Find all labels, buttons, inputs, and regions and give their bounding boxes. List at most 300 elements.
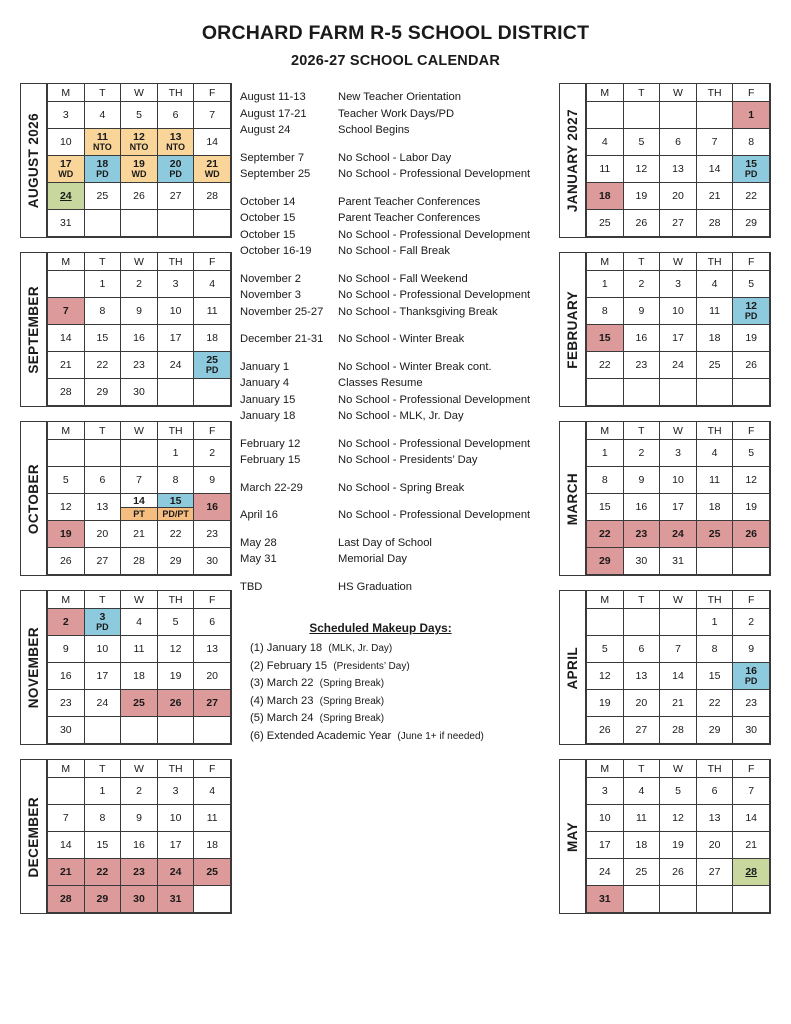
day-number: 1: [99, 784, 106, 797]
day-cell-february-22[interactable]: [587, 352, 624, 379]
day-event-tag: PT: [121, 507, 157, 521]
day-cell-january-2027-27[interactable]: [660, 210, 697, 237]
day-cell-april-2[interactable]: [733, 609, 770, 636]
weekday-header-w: W: [121, 253, 158, 271]
day-cell-december-10[interactable]: [157, 805, 194, 832]
day-cell-january-2027-15[interactable]: [733, 156, 770, 183]
day-cell-january-2027-21[interactable]: [696, 183, 733, 210]
legend-row: [240, 375, 551, 392]
makeup-day-label: (1) January 18: [250, 642, 323, 655]
day-cell-inner: [158, 636, 194, 662]
legend-description: No School - Professional Development: [338, 509, 531, 522]
day-cell-december-4[interactable]: [194, 778, 231, 805]
day-cell-april-29[interactable]: [696, 717, 733, 744]
legend-description: No School - Labor Day: [338, 151, 452, 164]
day-cell-february-26[interactable]: [733, 352, 770, 379]
day-cell-october-27[interactable]: [84, 548, 121, 575]
day-cell-april-14[interactable]: [660, 663, 697, 690]
day-cell-october-20[interactable]: [84, 521, 121, 548]
day-cell-march-26[interactable]: [733, 521, 770, 548]
day-cell-inner: [158, 609, 194, 635]
day-cell-inner: [48, 325, 84, 351]
day-cell-august-2026-17[interactable]: [48, 156, 85, 183]
day-cell-december-22[interactable]: [84, 859, 121, 886]
day-number: 4: [711, 277, 718, 290]
day-cell-april-12[interactable]: [587, 663, 624, 690]
day-cell-september-18[interactable]: [194, 325, 231, 352]
day-cell-february-4[interactable]: [696, 271, 733, 298]
legend-date: August 17-21: [240, 107, 307, 120]
weekday-header-w: W: [121, 591, 158, 609]
day-cell-december-17[interactable]: [157, 832, 194, 859]
day-cell-may-10[interactable]: [587, 805, 624, 832]
day-cell-march-30[interactable]: [623, 548, 660, 575]
day-cell-december-25[interactable]: [194, 859, 231, 886]
day-cell-april-8[interactable]: [696, 636, 733, 663]
day-cell-march-18[interactable]: [696, 494, 733, 521]
day-number: 25: [708, 527, 721, 540]
day-cell-december-21[interactable]: [48, 859, 85, 886]
day-cell-november-13[interactable]: [194, 636, 231, 663]
day-cell-inner: [624, 886, 660, 912]
day-cell-august-2026-6[interactable]: [157, 102, 194, 129]
month-label-november: [21, 591, 47, 744]
day-cell-march-19[interactable]: [733, 494, 770, 521]
day-cell-march-5[interactable]: [733, 440, 770, 467]
day-cell-august-2026-10[interactable]: [48, 129, 85, 156]
day-cell-inner: [194, 156, 230, 182]
day-cell-empty: [696, 102, 733, 129]
day-cell-december-16[interactable]: [121, 832, 158, 859]
day-cell-march-3[interactable]: [660, 440, 697, 467]
day-cell-august-2026-18[interactable]: [84, 156, 121, 183]
day-cell-august-2026-5[interactable]: [121, 102, 158, 129]
day-cell-october-9[interactable]: [194, 467, 231, 494]
day-cell-april-15[interactable]: [696, 663, 733, 690]
day-event-tag: WD: [58, 169, 74, 180]
day-cell-april-9[interactable]: [733, 636, 770, 663]
day-cell-inner: [587, 663, 623, 689]
day-cell-march-29[interactable]: [587, 548, 624, 575]
day-cell-november-17[interactable]: [84, 663, 121, 690]
day-cell-inner: [48, 663, 84, 689]
day-cell-august-2026-20[interactable]: [157, 156, 194, 183]
week-row: [48, 886, 231, 913]
day-cell-august-2026-21[interactable]: [194, 156, 231, 183]
day-cell-august-2026-13[interactable]: [157, 129, 194, 156]
day-cell-march-15[interactable]: [587, 494, 624, 521]
day-cell-february-19[interactable]: [733, 325, 770, 352]
day-cell-january-2027-5[interactable]: [623, 129, 660, 156]
day-cell-april-1[interactable]: [696, 609, 733, 636]
day-cell-august-2026-11[interactable]: [84, 129, 121, 156]
day-cell-november-4[interactable]: [121, 609, 158, 636]
day-cell-march-31[interactable]: [660, 548, 697, 575]
day-cell-october-5[interactable]: [48, 467, 85, 494]
day-cell-november-6[interactable]: [194, 609, 231, 636]
day-cell-april-19[interactable]: [587, 690, 624, 717]
day-cell-march-8[interactable]: [587, 467, 624, 494]
day-cell-empty: [194, 886, 231, 913]
day-cell-september-14[interactable]: [48, 325, 85, 352]
day-cell-september-9[interactable]: [121, 298, 158, 325]
legend-row: [240, 579, 551, 596]
day-cell-december-23[interactable]: [121, 859, 158, 886]
day-cell-september-7[interactable]: [48, 298, 85, 325]
day-cell-november-27[interactable]: [194, 690, 231, 717]
day-number: 1: [601, 277, 608, 290]
day-cell-april-30[interactable]: [733, 717, 770, 744]
day-cell-january-2027-13[interactable]: [660, 156, 697, 183]
day-cell-october-28[interactable]: [121, 548, 158, 575]
day-cell-february-18[interactable]: [696, 325, 733, 352]
day-number: 22: [745, 189, 758, 202]
day-cell-march-24[interactable]: [660, 521, 697, 548]
day-cell-november-30[interactable]: [48, 717, 85, 744]
week-row: [587, 210, 770, 237]
day-cell-january-2027-4[interactable]: [587, 129, 624, 156]
day-cell-august-2026-28[interactable]: [194, 183, 231, 210]
day-cell-inner: [733, 325, 769, 351]
day-cell-august-2026-27[interactable]: [157, 183, 194, 210]
day-cell-february-3[interactable]: [660, 271, 697, 298]
day-cell-inner: [733, 859, 769, 885]
day-cell-inner: [85, 494, 121, 520]
day-cell-february-15[interactable]: [587, 325, 624, 352]
day-cell-january-2027-14[interactable]: [696, 156, 733, 183]
day-cell-october-21[interactable]: [121, 521, 158, 548]
day-cell-january-2027-20[interactable]: [660, 183, 697, 210]
day-cell-november-24[interactable]: [84, 690, 121, 717]
day-cell-august-2026-3[interactable]: [48, 102, 85, 129]
day-cell-january-2027-22[interactable]: [733, 183, 770, 210]
day-cell-october-1[interactable]: [157, 440, 194, 467]
day-cell-inner: [697, 325, 733, 351]
day-cell-may-28[interactable]: [733, 859, 770, 886]
day-cell-may-27[interactable]: [696, 859, 733, 886]
day-cell-august-2026-4[interactable]: [84, 102, 121, 129]
day-cell-december-24[interactable]: [157, 859, 194, 886]
legend-group: [240, 271, 551, 321]
makeup-day-label: (5) March 24: [250, 712, 314, 725]
day-cell-october-16[interactable]: [194, 494, 231, 521]
day-cell-may-5[interactable]: [660, 778, 697, 805]
day-cell-october-2[interactable]: [194, 440, 231, 467]
weekday-header-t: T: [84, 253, 121, 271]
day-cell-may-7[interactable]: [733, 778, 770, 805]
day-cell-november-12[interactable]: [157, 636, 194, 663]
day-cell-may-12[interactable]: [660, 805, 697, 832]
day-cell-august-2026-14[interactable]: [194, 129, 231, 156]
day-cell-january-2027-6[interactable]: [660, 129, 697, 156]
day-cell-april-20[interactable]: [623, 690, 660, 717]
day-cell-may-20[interactable]: [696, 832, 733, 859]
day-cell-april-23[interactable]: [733, 690, 770, 717]
day-cell-inner: [660, 636, 696, 662]
day-cell-inner: [587, 859, 623, 885]
day-cell-august-2026-12[interactable]: [121, 129, 158, 156]
day-cell-december-8[interactable]: [84, 805, 121, 832]
day-cell-september-22[interactable]: [84, 352, 121, 379]
day-cell-august-2026-26[interactable]: [121, 183, 158, 210]
day-cell-december-29[interactable]: [84, 886, 121, 913]
weekday-header-w: W: [121, 760, 158, 778]
day-cell-september-3[interactable]: [157, 271, 194, 298]
day-number: 24: [169, 865, 182, 878]
month-block-november: [20, 590, 232, 745]
week-row: [48, 778, 231, 805]
day-cell-august-2026-25[interactable]: [84, 183, 121, 210]
day-cell-december-31[interactable]: [157, 886, 194, 913]
day-cell-october-13[interactable]: [84, 494, 121, 521]
day-cell-november-11[interactable]: [121, 636, 158, 663]
day-cell-october-19[interactable]: [48, 521, 85, 548]
day-cell-january-2027-29[interactable]: [733, 210, 770, 237]
day-cell-august-2026-24[interactable]: [48, 183, 85, 210]
day-cell-november-16[interactable]: [48, 663, 85, 690]
day-cell-april-16[interactable]: [733, 663, 770, 690]
legend-row: [240, 507, 551, 524]
day-cell-december-2[interactable]: [121, 778, 158, 805]
day-cell-september-28[interactable]: [48, 379, 85, 406]
day-cell-may-26[interactable]: [660, 859, 697, 886]
day-cell-january-2027-8[interactable]: [733, 129, 770, 156]
day-cell-may-6[interactable]: [696, 778, 733, 805]
day-cell-march-16[interactable]: [623, 494, 660, 521]
day-cell-october-8[interactable]: [157, 467, 194, 494]
day-cell-november-19[interactable]: [157, 663, 194, 690]
day-cell-february-8[interactable]: [587, 298, 624, 325]
month-grid-august-2026: [47, 84, 231, 237]
day-number: 12: [672, 811, 684, 824]
day-cell-may-18[interactable]: [623, 832, 660, 859]
day-cell-april-27[interactable]: [623, 717, 660, 744]
day-cell-april-28[interactable]: [660, 717, 697, 744]
day-cell-may-13[interactable]: [696, 805, 733, 832]
day-cell-may-24[interactable]: [587, 859, 624, 886]
day-cell-april-7[interactable]: [660, 636, 697, 663]
day-cell-january-2027-18[interactable]: [587, 183, 624, 210]
day-cell-october-7[interactable]: [121, 467, 158, 494]
day-cell-february-9[interactable]: [623, 298, 660, 325]
day-cell-march-22[interactable]: [587, 521, 624, 548]
day-cell-may-11[interactable]: [623, 805, 660, 832]
day-cell-september-8[interactable]: [84, 298, 121, 325]
day-cell-inner: [587, 379, 623, 405]
day-cell-may-4[interactable]: [623, 778, 660, 805]
day-cell-inner: [85, 156, 121, 182]
day-cell-january-2027-28[interactable]: [696, 210, 733, 237]
day-cell-october-15[interactable]: [157, 494, 194, 521]
day-cell-september-11[interactable]: [194, 298, 231, 325]
day-cell-may-17[interactable]: [587, 832, 624, 859]
day-cell-may-21[interactable]: [733, 832, 770, 859]
day-cell-september-30[interactable]: [121, 379, 158, 406]
day-cell-inner: [587, 467, 623, 493]
day-cell-september-29[interactable]: [84, 379, 121, 406]
day-cell-january-2027-26[interactable]: [623, 210, 660, 237]
day-cell-march-12[interactable]: [733, 467, 770, 494]
day-cell-november-5[interactable]: [157, 609, 194, 636]
day-number: 22: [708, 696, 721, 709]
day-cell-february-23[interactable]: [623, 352, 660, 379]
day-cell-april-5[interactable]: [587, 636, 624, 663]
day-cell-january-2027-1[interactable]: [733, 102, 770, 129]
day-cell-february-12[interactable]: [733, 298, 770, 325]
day-cell-march-11[interactable]: [696, 467, 733, 494]
day-cell-september-1[interactable]: [84, 271, 121, 298]
day-cell-december-1[interactable]: [84, 778, 121, 805]
day-cell-november-25[interactable]: [121, 690, 158, 717]
day-cell-inner: [660, 805, 696, 831]
day-number: 30: [635, 554, 648, 567]
day-cell-october-30[interactable]: [194, 548, 231, 575]
week-row: [587, 102, 770, 129]
day-cell-september-4[interactable]: [194, 271, 231, 298]
legend-group: [240, 507, 551, 524]
day-cell-april-21[interactable]: [660, 690, 697, 717]
day-cell-december-9[interactable]: [121, 805, 158, 832]
day-cell-inner: [697, 467, 733, 493]
day-cell-inner: [85, 886, 121, 912]
day-cell-february-2[interactable]: [623, 271, 660, 298]
day-cell-inner: [158, 690, 194, 716]
day-cell-december-11[interactable]: [194, 805, 231, 832]
day-cell-september-21[interactable]: [48, 352, 85, 379]
day-cell-april-6[interactable]: [623, 636, 660, 663]
day-cell-march-25[interactable]: [696, 521, 733, 548]
day-cell-march-1[interactable]: [587, 440, 624, 467]
day-cell-may-3[interactable]: [587, 778, 624, 805]
day-number: 5: [172, 615, 179, 628]
day-cell-december-3[interactable]: [157, 778, 194, 805]
day-number: 28: [59, 892, 72, 905]
day-cell-may-25[interactable]: [623, 859, 660, 886]
day-cell-inner: [587, 548, 623, 574]
day-cell-december-28[interactable]: [48, 886, 85, 913]
day-cell-september-15[interactable]: [84, 325, 121, 352]
day-cell-november-20[interactable]: [194, 663, 231, 690]
day-cell-february-16[interactable]: [623, 325, 660, 352]
weekday-header-w: W: [660, 253, 697, 271]
day-cell-february-5[interactable]: [733, 271, 770, 298]
day-cell-january-2027-25[interactable]: [587, 210, 624, 237]
day-cell-may-19[interactable]: [660, 832, 697, 859]
day-cell-august-2026-19[interactable]: [121, 156, 158, 183]
day-cell-december-15[interactable]: [84, 832, 121, 859]
day-cell-october-6[interactable]: [84, 467, 121, 494]
day-cell-december-30[interactable]: [121, 886, 158, 913]
day-cell-september-10[interactable]: [157, 298, 194, 325]
month-grid-october: [47, 422, 231, 575]
day-cell-september-16[interactable]: [121, 325, 158, 352]
day-cell-october-23[interactable]: [194, 521, 231, 548]
day-cell-february-1[interactable]: [587, 271, 624, 298]
day-cell-april-22[interactable]: [696, 690, 733, 717]
day-cell-november-3[interactable]: [84, 609, 121, 636]
day-cell-april-13[interactable]: [623, 663, 660, 690]
day-cell-november-23[interactable]: [48, 690, 85, 717]
day-number: 25: [96, 189, 109, 202]
day-cell-march-2[interactable]: [623, 440, 660, 467]
day-cell-inner: [733, 210, 769, 236]
day-cell-january-2027-19[interactable]: [623, 183, 660, 210]
day-cell-february-10[interactable]: [660, 298, 697, 325]
day-number: 10: [598, 811, 611, 824]
day-number: 5: [748, 446, 755, 459]
day-cell-november-10[interactable]: [84, 636, 121, 663]
day-cell-october-12[interactable]: [48, 494, 85, 521]
day-cell-january-2027-11[interactable]: [587, 156, 624, 183]
day-number: 13: [672, 162, 684, 175]
day-cell-december-14[interactable]: [48, 832, 85, 859]
day-cell-inner: [624, 379, 660, 405]
day-cell-august-2026-31[interactable]: [48, 210, 85, 237]
day-cell-inner: [85, 663, 121, 689]
day-number: 22: [96, 865, 109, 878]
day-cell-december-7[interactable]: [48, 805, 85, 832]
day-cell-february-24[interactable]: [660, 352, 697, 379]
day-number: 3: [99, 611, 106, 624]
day-cell-inner: [48, 379, 84, 405]
day-number: 11: [133, 642, 145, 655]
day-cell-november-2[interactable]: [48, 609, 85, 636]
day-cell-august-2026-7[interactable]: [194, 102, 231, 129]
day-cell-october-26[interactable]: [48, 548, 85, 575]
day-cell-october-14[interactable]: [121, 494, 158, 521]
day-cell-september-25[interactable]: [194, 352, 231, 379]
day-cell-december-18[interactable]: [194, 832, 231, 859]
day-cell-inner: [624, 129, 660, 155]
day-cell-november-18[interactable]: [121, 663, 158, 690]
day-cell-september-24[interactable]: [157, 352, 194, 379]
day-cell-march-4[interactable]: [696, 440, 733, 467]
day-cell-inner: [85, 325, 121, 351]
day-cell-november-9[interactable]: [48, 636, 85, 663]
day-cell-may-31[interactable]: [587, 886, 624, 913]
day-cell-january-2027-7[interactable]: [696, 129, 733, 156]
day-cell-september-2[interactable]: [121, 271, 158, 298]
week-row: [587, 521, 770, 548]
day-cell-february-17[interactable]: [660, 325, 697, 352]
day-cell-september-17[interactable]: [157, 325, 194, 352]
day-cell-inner: [624, 832, 660, 858]
day-cell-april-26[interactable]: [587, 717, 624, 744]
day-number: 14: [708, 162, 721, 175]
day-number: 2: [136, 784, 142, 797]
day-cell-january-2027-12[interactable]: [623, 156, 660, 183]
day-cell-march-17[interactable]: [660, 494, 697, 521]
day-cell-november-26[interactable]: [157, 690, 194, 717]
day-cell-march-10[interactable]: [660, 467, 697, 494]
day-cell-september-23[interactable]: [121, 352, 158, 379]
day-cell-inner: [587, 271, 623, 297]
week-row: [587, 129, 770, 156]
day-cell-march-23[interactable]: [623, 521, 660, 548]
day-cell-february-25[interactable]: [696, 352, 733, 379]
day-cell-october-29[interactable]: [157, 548, 194, 575]
day-cell-february-11[interactable]: [696, 298, 733, 325]
day-number: 27: [206, 696, 219, 709]
legend-row: [240, 166, 551, 183]
day-cell-october-22[interactable]: [157, 521, 194, 548]
day-number: 5: [136, 108, 142, 121]
day-cell-may-14[interactable]: [733, 805, 770, 832]
day-cell-inner: [194, 663, 230, 689]
day-cell-inner: [624, 859, 660, 885]
day-cell-inner: [194, 129, 230, 155]
day-cell-march-9[interactable]: [623, 467, 660, 494]
